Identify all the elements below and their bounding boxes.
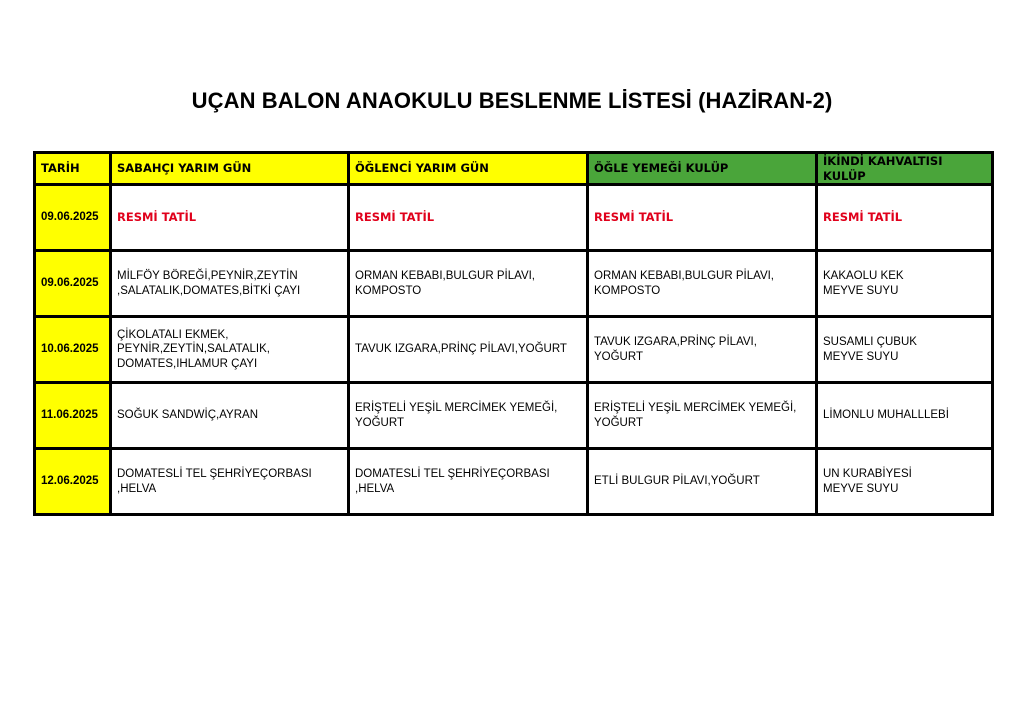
noon-cell: DOMATESLİ TEL ŞEHRİYEÇORBASI ,HELVA (349, 449, 588, 515)
table-row (35, 383, 993, 449)
lunch-cell: ERİŞTELİ YEŞİL MERCİMEK YEMEĞİ, YOĞURT (588, 383, 817, 449)
date-cell: 12.06.2025 (35, 449, 111, 515)
holiday-cell: RESMİ TATİL (111, 185, 349, 251)
header-lunch: ÖĞLE YEMEĞİ KULÜP (588, 153, 817, 185)
breakfast-cell: ÇİKOLATALI EKMEK, PEYNİR,ZEYTİN,SALATALIK, DOMATES,IHLAMUR ÇAYI (111, 317, 349, 383)
header-row (35, 153, 993, 185)
lunch-cell: ORMAN KEBABI,BULGUR PİLAVI, KOMPOSTO (588, 251, 817, 317)
holiday-cell: RESMİ TATİL (349, 185, 588, 251)
date-cell: 09.06.2025 (35, 251, 111, 317)
breakfast-cell: DOMATESLİ TEL ŞEHRİYEÇORBASI ,HELVA (111, 449, 349, 515)
table-row (35, 449, 993, 515)
header-date: TARİH (35, 153, 111, 185)
lunch-cell: TAVUK IZGARA,PRİNÇ PİLAVI, YOĞURT (588, 317, 817, 383)
table-row (35, 251, 993, 317)
afternoon-cell: SUSAMLI ÇUBUK MEYVE SUYU (817, 317, 993, 383)
lunch-cell: ETLİ BULGUR PİLAVI,YOĞURT (588, 449, 817, 515)
table-row (35, 185, 993, 251)
header-breakfast: SABAHÇI YARIM GÜN (111, 153, 349, 185)
header-noon: ÖĞLENCİ YARIM GÜN (349, 153, 588, 185)
afternoon-cell: UN KURABİYESİ MEYVE SUYU (817, 449, 993, 515)
breakfast-cell: MİLFÖY BÖREĞİ,PEYNİR,ZEYTİN ,SALATALIK,DOMATES,BİTKİ ÇAYI (111, 251, 349, 317)
afternoon-cell: LİMONLU MUHALLLEBİ (817, 383, 993, 449)
holiday-cell: RESMİ TATİL (588, 185, 817, 251)
date-cell: 11.06.2025 (35, 383, 111, 449)
noon-cell: ORMAN KEBABI,BULGUR PİLAVI, KOMPOSTO (349, 251, 588, 317)
header-afternoon: İKİNDİ KAHVALTISI KULÜP (817, 153, 993, 185)
table-row (35, 317, 993, 383)
date-cell: 10.06.2025 (35, 317, 111, 383)
breakfast-cell: SOĞUK SANDWİÇ,AYRAN (111, 383, 349, 449)
noon-cell: ERİŞTELİ YEŞİL MERCİMEK YEMEĞİ, YOĞURT (349, 383, 588, 449)
noon-cell: TAVUK IZGARA,PRİNÇ PİLAVI,YOĞURT (349, 317, 588, 383)
date-cell: 09.06.2025 (35, 185, 111, 251)
afternoon-cell: KAKAOLU KEK MEYVE SUYU (817, 251, 993, 317)
menu-table (33, 151, 994, 516)
holiday-cell: RESMİ TATİL (817, 185, 993, 251)
page-title: UÇAN BALON ANAOKULU BESLENME LİSTESİ (HAZİRAN-2) (191, 88, 833, 113)
